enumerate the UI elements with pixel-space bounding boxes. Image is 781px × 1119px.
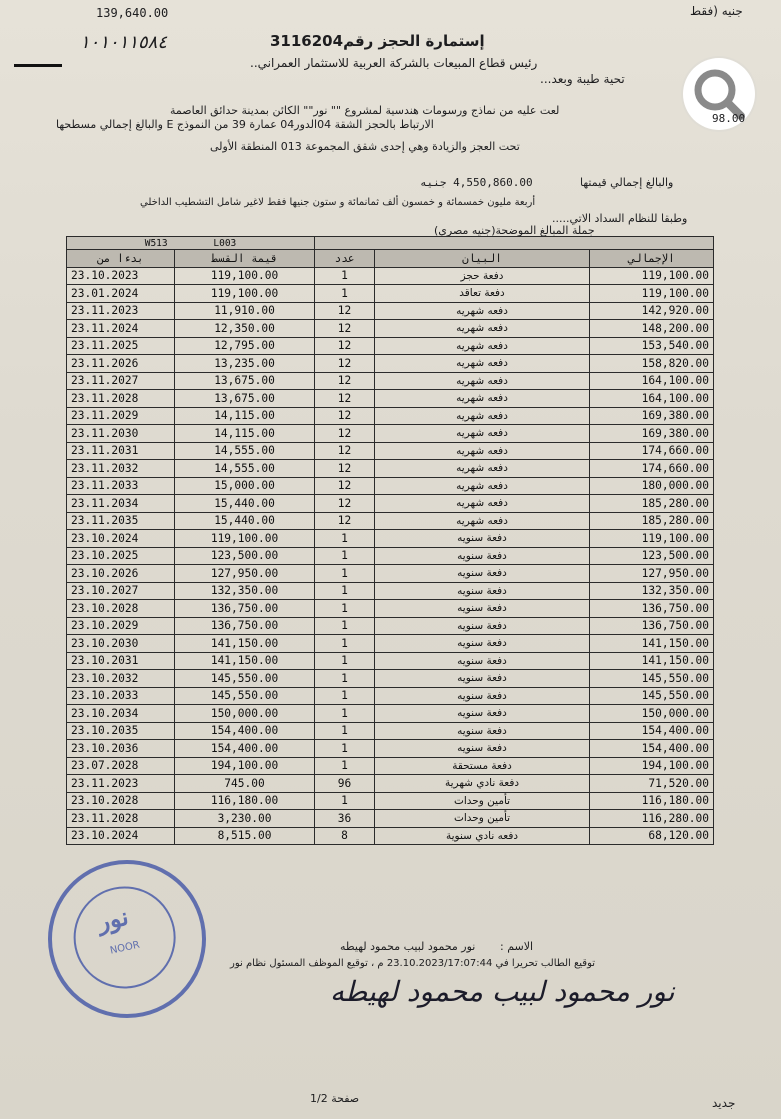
row-installment-value: 123,500.00	[175, 547, 315, 565]
row-total: 145,550.00	[590, 687, 714, 705]
company-stamp	[33, 845, 220, 1032]
row-start-date: 23.10.2028	[67, 600, 175, 618]
top-amount: 139,640.00	[96, 6, 169, 20]
row-start-date: 23.10.2033	[67, 687, 175, 705]
row-installment-value: 116,180.00	[175, 792, 315, 810]
row-start-date: 23.10.2030	[67, 635, 175, 653]
row-description: دفعة مستحقة	[375, 757, 590, 775]
row-count: 12	[315, 390, 375, 408]
row-installment-value: 136,750.00	[175, 600, 315, 618]
row-description: دفعة حجز	[375, 267, 590, 285]
row-count: 1	[315, 547, 375, 565]
row-start-date: 23.10.2025	[67, 547, 175, 565]
table-row	[67, 740, 714, 758]
name-value: نور محمود لبيب محمود لهيطه	[340, 940, 476, 953]
row-count: 8	[315, 827, 375, 845]
row-count: 1	[315, 757, 375, 775]
row-total: 71,520.00	[590, 775, 714, 793]
row-description: دفعة سنويه	[375, 582, 590, 600]
greeting-line: تحية طيبة وبعد...	[540, 72, 625, 86]
row-installment-value: 14,555.00	[175, 442, 315, 460]
row-installment-value: 3,230.00	[175, 810, 315, 828]
table-row	[67, 670, 714, 688]
table-header-row	[67, 250, 714, 268]
table-row	[67, 547, 714, 565]
row-count: 36	[315, 810, 375, 828]
row-start-date: 23.07.2028	[67, 757, 175, 775]
row-installment-value: 119,100.00	[175, 267, 315, 285]
row-description: دفعة سنويه	[375, 740, 590, 758]
row-installment-value: 154,400.00	[175, 740, 315, 758]
body-line-1: لعت عليه من نماذج ورسومات هندسية لمشروع "" نور"" الكائن بمدينة حدائق العاصمة	[170, 104, 560, 117]
table-row	[67, 407, 714, 425]
row-start-date: 23.10.2027	[67, 582, 175, 600]
row-start-date: 23.10.2035	[67, 722, 175, 740]
table-caption: جملة المبالغ الموضحة(جنيه مصري)	[434, 224, 595, 237]
table-row	[67, 337, 714, 355]
row-installment-value: 14,555.00	[175, 460, 315, 478]
table-row	[67, 652, 714, 670]
row-description: دفعة تعاقد	[375, 285, 590, 303]
table-row	[67, 425, 714, 443]
row-total: 148,200.00	[590, 320, 714, 338]
row-start-date: 23.10.2029	[67, 617, 175, 635]
row-start-date: 23.11.2028	[67, 390, 175, 408]
header-start-date: بدءا من	[67, 250, 175, 268]
row-count: 12	[315, 442, 375, 460]
row-total: 136,750.00	[590, 617, 714, 635]
row-total: 132,350.00	[590, 582, 714, 600]
row-count: 12	[315, 372, 375, 390]
row-description: تأمين وحدات	[375, 810, 590, 828]
body-line-3: تحت العجز والزيادة وهي إحدى شقق المجموعة 013 المنطقة الأولى	[210, 140, 520, 153]
row-count: 1	[315, 792, 375, 810]
row-total: 68,120.00	[590, 827, 714, 845]
row-description: دفعة سنويه	[375, 722, 590, 740]
row-installment-value: 15,440.00	[175, 512, 315, 530]
row-total: 164,100.00	[590, 390, 714, 408]
row-description: تأمين وحدات	[375, 792, 590, 810]
row-installment-value: 745.00	[175, 775, 315, 793]
row-installment-value: 136,750.00	[175, 617, 315, 635]
row-total: 116,180.00	[590, 792, 714, 810]
row-start-date: 23.11.2028	[67, 810, 175, 828]
row-start-date: 23.11.2029	[67, 407, 175, 425]
payment-schedule-table	[66, 236, 714, 845]
row-total: 123,500.00	[590, 547, 714, 565]
row-start-date: 23.11.2033	[67, 477, 175, 495]
row-count: 12	[315, 337, 375, 355]
row-start-date: 23.10.2036	[67, 740, 175, 758]
row-total: 116,280.00	[590, 810, 714, 828]
row-count: 1	[315, 267, 375, 285]
row-description: دفعه شهريه	[375, 495, 590, 513]
row-description: دفعة نادي شهرية	[375, 775, 590, 793]
row-description: دفعه شهريه	[375, 355, 590, 373]
stamp-sub: NOOR	[109, 939, 141, 957]
row-total: 141,150.00	[590, 652, 714, 670]
table-row	[67, 442, 714, 460]
top-currency: جنيه (فقط	[690, 4, 743, 18]
row-description: دفعة سنويه	[375, 617, 590, 635]
unit-code-cell	[67, 237, 315, 250]
bottom-right-word: جديد	[712, 1096, 736, 1110]
row-description: دفعة سنويه	[375, 652, 590, 670]
row-total: 119,100.00	[590, 285, 714, 303]
row-start-date: 23.11.2031	[67, 442, 175, 460]
table-row	[67, 495, 714, 513]
row-description: دفعه شهريه	[375, 372, 590, 390]
signature-line: توقيع الطالب تحريرا في 23.10.2023/17:07:44 م ، توقيع الموظف المسئول نظام نور	[230, 958, 596, 969]
table-row	[67, 320, 714, 338]
row-start-date: 23.11.2027	[67, 372, 175, 390]
row-total: 194,100.00	[590, 757, 714, 775]
row-count: 1	[315, 617, 375, 635]
row-total: 158,820.00	[590, 355, 714, 373]
row-description: دفعة سنويه	[375, 565, 590, 583]
row-start-date: 23.11.2034	[67, 495, 175, 513]
row-installment-value: 141,150.00	[175, 652, 315, 670]
row-total: 142,920.00	[590, 302, 714, 320]
table-row	[67, 792, 714, 810]
row-count: 1	[315, 652, 375, 670]
row-start-date: 23.11.2030	[67, 425, 175, 443]
row-installment-value: 154,400.00	[175, 722, 315, 740]
row-installment-value: 145,550.00	[175, 687, 315, 705]
total-label: والبالغ إجمالي قيمتها	[580, 176, 674, 189]
table-row	[67, 600, 714, 618]
row-description: دفعة سنويه	[375, 687, 590, 705]
row-total: 185,280.00	[590, 495, 714, 513]
row-count: 1	[315, 722, 375, 740]
row-count: 1	[315, 565, 375, 583]
row-description: دفعه شهريه	[375, 337, 590, 355]
row-total: 150,000.00	[590, 705, 714, 723]
row-start-date: 23.10.2024	[67, 530, 175, 548]
handwritten-signature: نور محمود لبيب محمود لهيطه	[330, 975, 675, 1008]
row-start-date: 23.11.2023	[67, 302, 175, 320]
table-row	[67, 617, 714, 635]
row-start-date: 23.11.2023	[67, 775, 175, 793]
row-description: دفعة سنويه	[375, 600, 590, 618]
row-description: دفعة سنويه	[375, 705, 590, 723]
table-body	[67, 267, 714, 845]
row-description: دفعه شهريه	[375, 407, 590, 425]
row-installment-value: 15,000.00	[175, 477, 315, 495]
row-description: دفعه نادي سنوية	[375, 827, 590, 845]
row-installment-value: 194,100.00	[175, 757, 315, 775]
stamp-text: نور	[94, 901, 131, 937]
table-row	[67, 460, 714, 478]
row-count: 1	[315, 530, 375, 548]
table-row	[67, 775, 714, 793]
unit-code-row	[67, 237, 714, 250]
table-row	[67, 390, 714, 408]
row-description: دفعة سنويه	[375, 670, 590, 688]
row-installment-value: 13,675.00	[175, 372, 315, 390]
row-total: 174,660.00	[590, 442, 714, 460]
table-row	[67, 722, 714, 740]
table-row	[67, 267, 714, 285]
addressee-line: رئيس قطاع المبيعات بالشركة العربية للاستثمار العمراني..	[250, 56, 538, 70]
row-start-date: 23.11.2026	[67, 355, 175, 373]
row-count: 1	[315, 582, 375, 600]
table-row	[67, 530, 714, 548]
row-installment-value: 132,350.00	[175, 582, 315, 600]
table-row	[67, 582, 714, 600]
page-indicator: صفحة 1/2	[310, 1092, 360, 1105]
row-count: 12	[315, 320, 375, 338]
unit-code-spacer	[315, 237, 714, 250]
row-start-date: 23.10.2023	[67, 267, 175, 285]
table-row	[67, 355, 714, 373]
table-row	[67, 705, 714, 723]
body-line-2: الارتباط بالحجز الشقة 04الدور04 عمارة 39 من النموذج E والبالغ إجمالي مسطحها	[56, 118, 434, 131]
row-count: 12	[315, 477, 375, 495]
table-row	[67, 827, 714, 845]
handwritten-stroke	[14, 64, 62, 67]
row-count: 1	[315, 600, 375, 618]
table-row	[67, 687, 714, 705]
total-value: 4,550,860.00 جنيه	[420, 176, 533, 189]
row-description: دفعة سنويه	[375, 530, 590, 548]
row-start-date: 23.10.2031	[67, 652, 175, 670]
row-total: 174,660.00	[590, 460, 714, 478]
row-start-date: 23.10.2024	[67, 827, 175, 845]
row-count: 12	[315, 425, 375, 443]
row-total: 164,100.00	[590, 372, 714, 390]
row-total: 180,000.00	[590, 477, 714, 495]
row-installment-value: 12,350.00	[175, 320, 315, 338]
form-title: إستمارة الحجز رقم3116204	[270, 32, 485, 50]
row-installment-value: 145,550.00	[175, 670, 315, 688]
row-count: 12	[315, 355, 375, 373]
row-description: دفعه شهريه	[375, 425, 590, 443]
row-total: 141,150.00	[590, 635, 714, 653]
row-installment-value: 13,235.00	[175, 355, 315, 373]
row-installment-value: 8,515.00	[175, 827, 315, 845]
row-count: 1	[315, 705, 375, 723]
row-total: 169,380.00	[590, 407, 714, 425]
row-count: 96	[315, 775, 375, 793]
table-row	[67, 477, 714, 495]
row-installment-value: 14,115.00	[175, 407, 315, 425]
row-installment-value: 14,115.00	[175, 425, 315, 443]
row-description: دفعه شهريه	[375, 477, 590, 495]
row-description: دفعة سنويه	[375, 547, 590, 565]
row-description: دفعه شهريه	[375, 390, 590, 408]
row-total: 154,400.00	[590, 740, 714, 758]
row-description: دفعة سنويه	[375, 635, 590, 653]
unit-code-b: L003	[213, 237, 237, 249]
row-start-date: 23.10.2032	[67, 670, 175, 688]
row-count: 1	[315, 635, 375, 653]
row-count: 12	[315, 407, 375, 425]
total-in-words: أربعة مليون خمسمائة و خمسون ألف ثمانمائة و ستون جنيها فقط لاغير شامل التشطيب الداخلي	[140, 197, 536, 208]
header-total: الإجمالي	[590, 250, 714, 268]
row-total: 136,750.00	[590, 600, 714, 618]
row-description: دفعه شهريه	[375, 460, 590, 478]
table-row	[67, 302, 714, 320]
row-installment-value: 15,440.00	[175, 495, 315, 513]
row-installment-value: 127,950.00	[175, 565, 315, 583]
row-installment-value: 13,675.00	[175, 390, 315, 408]
row-count: 1	[315, 670, 375, 688]
row-start-date: 23.11.2024	[67, 320, 175, 338]
row-start-date: 23.01.2024	[67, 285, 175, 303]
row-installment-value: 119,100.00	[175, 530, 315, 548]
row-start-date: 23.11.2032	[67, 460, 175, 478]
row-description: دفعه شهريه	[375, 302, 590, 320]
row-description: دفعه شهريه	[375, 512, 590, 530]
row-total: 154,400.00	[590, 722, 714, 740]
left-fragment: 98.00	[712, 112, 746, 125]
table-row	[67, 372, 714, 390]
table-row	[67, 635, 714, 653]
handwritten-number: ١٠١٠١١٥٨٤	[80, 32, 168, 53]
row-total: 153,540.00	[590, 337, 714, 355]
row-total: 185,280.00	[590, 512, 714, 530]
payment-note: وطبقا للنظام السداد الاتي.....	[552, 212, 688, 225]
row-total: 119,100.00	[590, 530, 714, 548]
table-row	[67, 512, 714, 530]
name-label: الاسم :	[500, 940, 534, 953]
row-start-date: 23.10.2026	[67, 565, 175, 583]
row-installment-value: 11,910.00	[175, 302, 315, 320]
row-count: 12	[315, 302, 375, 320]
row-count: 1	[315, 285, 375, 303]
row-total: 169,380.00	[590, 425, 714, 443]
row-start-date: 23.11.2025	[67, 337, 175, 355]
header-installment-value: قيمة القسط	[175, 250, 315, 268]
row-count: 12	[315, 460, 375, 478]
row-start-date: 23.10.2034	[67, 705, 175, 723]
row-installment-value: 119,100.00	[175, 285, 315, 303]
row-installment-value: 12,795.00	[175, 337, 315, 355]
unit-code-a: W513	[144, 237, 168, 249]
row-count: 12	[315, 495, 375, 513]
row-installment-value: 150,000.00	[175, 705, 315, 723]
row-count: 1	[315, 687, 375, 705]
table-row	[67, 285, 714, 303]
row-total: 145,550.00	[590, 670, 714, 688]
table-row	[67, 565, 714, 583]
row-total: 119,100.00	[590, 267, 714, 285]
table-row	[67, 810, 714, 828]
row-start-date: 23.11.2035	[67, 512, 175, 530]
header-count: عدد	[315, 250, 375, 268]
row-count: 1	[315, 740, 375, 758]
stamp-inner-ring	[64, 877, 185, 998]
row-description: دفعه شهريه	[375, 442, 590, 460]
header-description: البيان	[375, 250, 590, 268]
row-description: دفعه شهريه	[375, 320, 590, 338]
row-count: 12	[315, 512, 375, 530]
row-installment-value: 141,150.00	[175, 635, 315, 653]
row-total: 127,950.00	[590, 565, 714, 583]
row-start-date: 23.10.2028	[67, 792, 175, 810]
table-row	[67, 757, 714, 775]
